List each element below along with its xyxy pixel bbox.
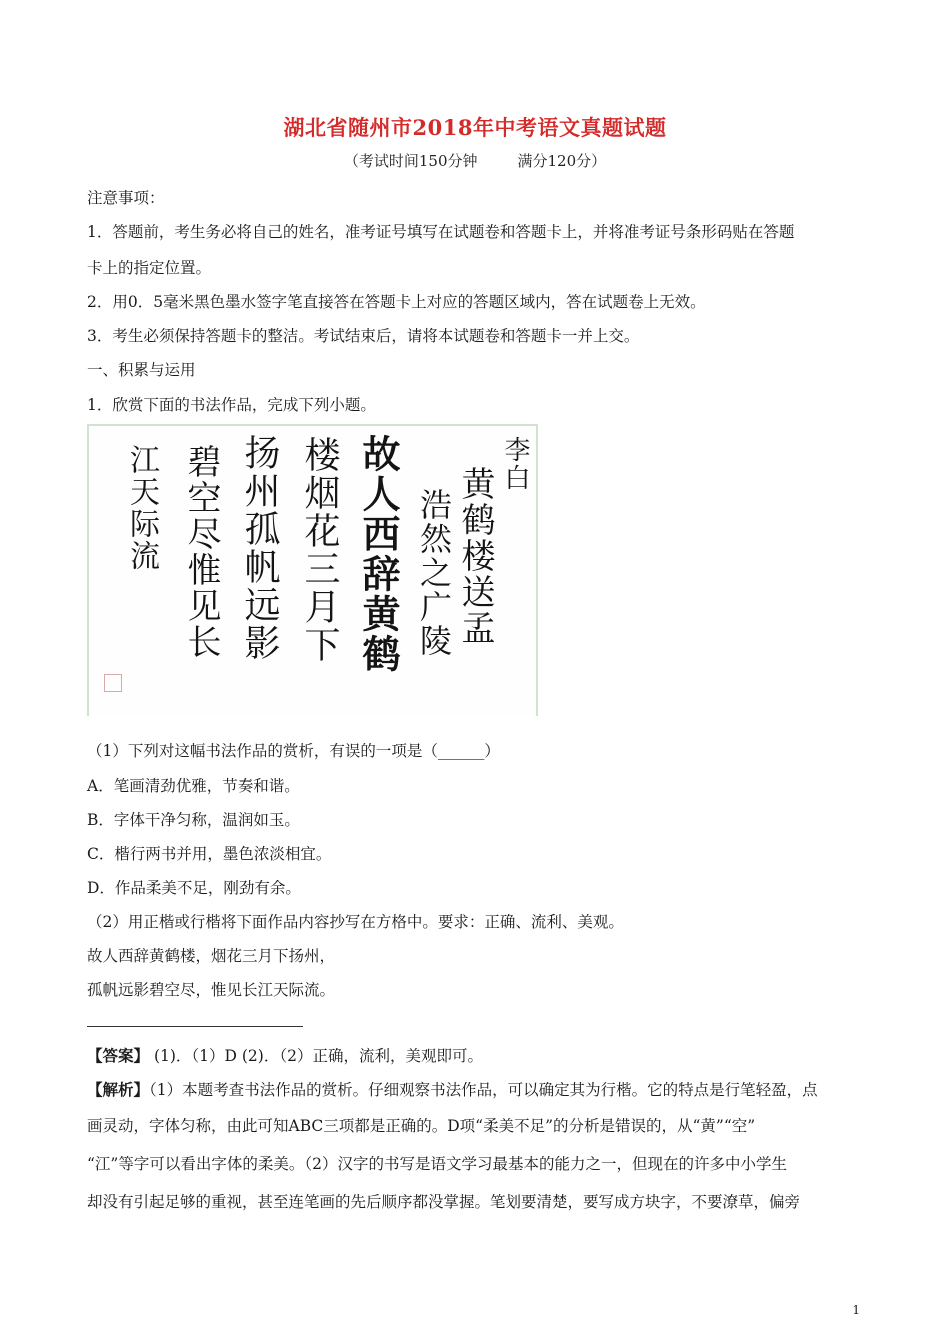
calligraphy-image xyxy=(87,424,538,716)
exam-info xyxy=(0,150,950,171)
exam-score: 满分120分） xyxy=(517,152,607,170)
answer-label: 【答案】 xyxy=(87,1046,150,1065)
analysis-line-1 xyxy=(87,1080,818,1100)
poem-line-1: 故人西辞黄鹤楼，烟花三月下扬州， xyxy=(87,947,336,965)
calli-col-4: 故人西辞黄鹤 xyxy=(356,434,401,674)
analysis-text-1: （1）本题考查书法作品的赏析。仔细观察书法作品，可以确定其为行楷。它的特点是行笔轻盈，点 xyxy=(149,1081,818,1099)
page-number: 1 xyxy=(852,1303,860,1317)
calli-col-3: 浩然之广陵 xyxy=(415,488,453,658)
option-c: C．楷行两书并用，墨色浓淡相宜。 xyxy=(87,845,332,863)
page-title: 湖北省随州市2018年中考语文真题试题 xyxy=(283,115,667,140)
exam-time: （考试时间150分钟 xyxy=(343,152,478,170)
calli-col-6: 扬州孤帆远影 xyxy=(239,434,280,662)
separator-line xyxy=(87,1026,303,1027)
question-1-1: （1）下列对这幅书法作品的赏析，有误的一项是（______） xyxy=(87,742,500,760)
calli-col-1: 李白 xyxy=(500,436,530,492)
analysis-label: 【解析】 xyxy=(87,1080,150,1099)
notice-item-3: 3．考生必须保持答题卡的整洁。考试结束后，请将本试题卷和答题卡一并上交。 xyxy=(87,327,640,345)
option-a: A．笔画清劲优雅，节奏和谐。 xyxy=(87,777,300,795)
answer-line xyxy=(87,1046,483,1066)
question-1: 1．欣赏下面的书法作品，完成下列小题。 xyxy=(87,396,376,414)
notice-heading: 注意事项： xyxy=(87,189,165,207)
analysis-line-4: 却没有引起足够的重视，甚至连笔画的先后顺序都没掌握。笔划要清楚，要写成方块字，不要潦草，偏旁 xyxy=(87,1193,801,1211)
notice-item-2: 2．用0．5毫米黑色墨水签字笔直接答在答题卡上对应的答题区域内，答在试题卷上无效。 xyxy=(87,293,706,311)
option-b: B．字体干净匀称，温润如玉。 xyxy=(87,811,300,829)
notice-item-1b: 卡上的指定位置。 xyxy=(87,259,212,277)
calli-col-8: 江天际流 xyxy=(124,444,159,572)
answer-text: (1)．（1）D (2)．（2）正确，流利，美观即可。 xyxy=(153,1047,483,1065)
calli-col-2: 黄鹤楼送孟 xyxy=(455,466,495,646)
poem-line-2: 孤帆远影碧空尽，惟见长江天际流。 xyxy=(87,981,336,999)
seal-stamp xyxy=(104,674,122,692)
notice-item-1a: 1．答题前，考生务必将自己的姓名，准考证号填写在试题卷和答题卡上，并将准考证号条形码贴在答题 xyxy=(87,223,795,241)
calli-col-7: 碧空尽惟见长 xyxy=(181,444,221,660)
calli-col-5: 楼烟花三月下 xyxy=(299,436,340,664)
section-heading: 一、积累与运用 xyxy=(87,361,196,379)
option-d: D．作品柔美不足，刚劲有余。 xyxy=(87,879,301,897)
question-1-2: （2）用正楷或行楷将下面作品内容抄写在方格中。要求：正确、流利、美观。 xyxy=(87,913,624,931)
analysis-line-2: 画灵动，字体匀称，由此可知ABC三项都是正确的。D项“柔美不足”的分析是错误的，从“黄”“空” xyxy=(87,1117,756,1135)
analysis-line-3: “江”等字可以看出字体的柔美。（2）汉字的书写是语文学习最基本的能力之一，但现在的许多中小学生 xyxy=(87,1155,787,1173)
